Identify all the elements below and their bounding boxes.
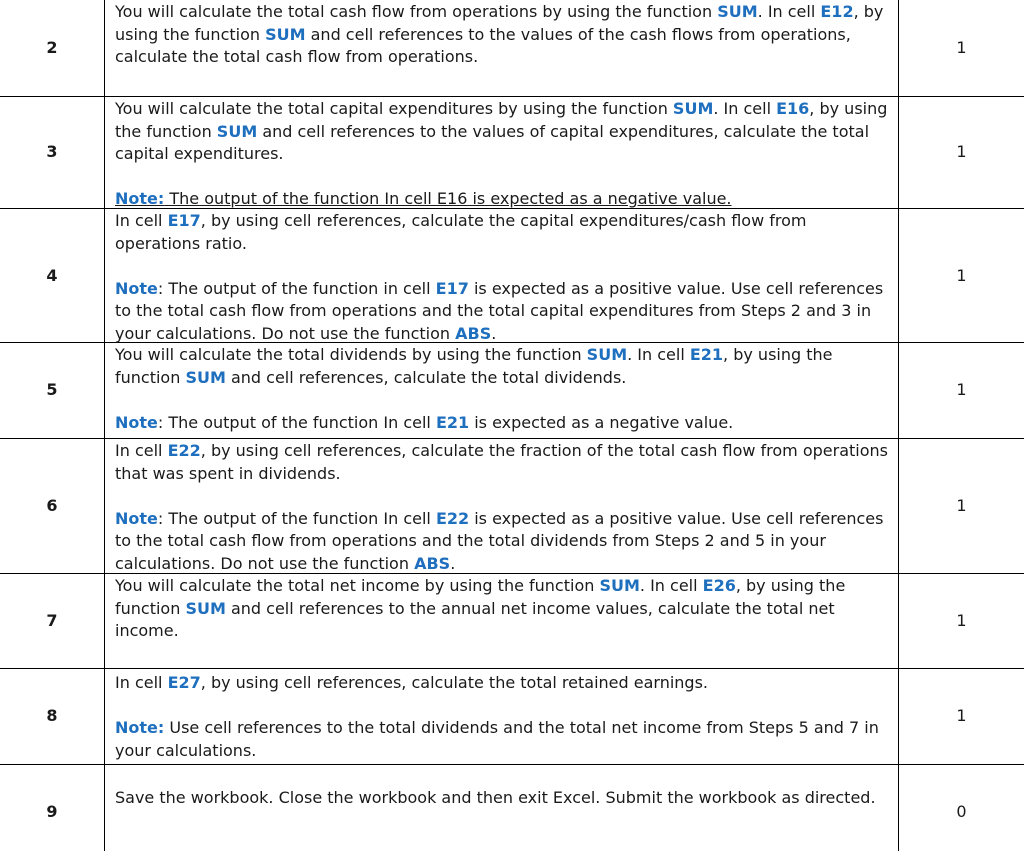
keyword: E27 — [167, 673, 201, 692]
text-run: . — [450, 553, 456, 573]
keyword: Note — [115, 278, 158, 298]
step-instruction — [115, 344, 893, 389]
text-run: : The output of the function in cell — [157, 278, 436, 298]
keyword: ABS — [414, 553, 451, 573]
table-row-step-9 — [0, 765, 1024, 851]
keyword: E16 — [776, 99, 810, 118]
step-instruction — [115, 210, 893, 255]
keyword: SUM — [586, 345, 628, 364]
step-description — [115, 787, 893, 810]
table-row-step-2 — [0, 0, 1024, 97]
step-number: 5 — [46, 380, 58, 399]
step-instruction — [115, 440, 893, 485]
keyword: SUM — [717, 2, 758, 21]
text-run: The output of the function In cell E16 is expected as a negative value. — [164, 189, 732, 208]
keyword: SUM — [185, 367, 226, 387]
keyword: SUM — [216, 121, 258, 141]
step-description — [115, 210, 893, 345]
step-instruction — [115, 672, 893, 695]
keyword: E22 — [435, 508, 470, 528]
text-run: , by using cell references, calculate the total retained earnings. — [200, 673, 708, 692]
text-run: , by using cell references, calculate the fraction of the total cash flow from operations that was spent in dividends. — [115, 441, 889, 483]
step-description — [115, 575, 893, 643]
step-number: 6 — [46, 496, 58, 515]
text-run: In cell — [115, 673, 168, 692]
text-run: , by using the function — [115, 2, 884, 44]
text-run: and cell references to the values of capital expenditures, calculate the total capital expenditures. — [115, 121, 870, 163]
table-row-step-3 — [0, 97, 1024, 209]
keyword: SUM — [265, 24, 306, 44]
step-instruction — [115, 787, 893, 810]
text-run: is expected as a positive value. Use cell references to the total cash flow from operations and the total capital expenditures from Steps 2 and 3 in your calculations. Do not use the function — [115, 278, 884, 343]
step-note — [115, 188, 893, 211]
text-run: . In cell — [639, 576, 703, 595]
step-points: 1 — [956, 142, 967, 161]
step-points: 1 — [956, 706, 967, 725]
step-instruction — [115, 98, 893, 166]
keyword: E21 — [435, 412, 470, 432]
step-points: 1 — [956, 496, 967, 515]
text-run: In cell — [115, 441, 168, 460]
text-run: . — [491, 323, 497, 343]
text-run: , by using cell references, calculate the capital expenditures/cash flow from operations ratio. — [115, 211, 807, 253]
keyword: SUM — [672, 99, 714, 118]
step-note — [115, 278, 893, 346]
step-description — [115, 344, 893, 434]
text-run: You will calculate the total net income by using the function — [115, 576, 600, 595]
text-run: . In cell — [757, 2, 821, 21]
step-description — [115, 1, 893, 69]
keyword: Note — [115, 412, 158, 432]
step-instruction — [115, 1, 893, 69]
step-description — [115, 440, 893, 575]
table-row-step-5 — [0, 343, 1024, 439]
keyword: E17 — [435, 278, 469, 298]
step-points: 1 — [956, 380, 967, 399]
step-points: 1 — [956, 611, 967, 630]
text-run: , by using the function — [115, 345, 833, 387]
step-number: 7 — [46, 611, 58, 630]
text-run: Save the workbook. Close the workbook and then exit Excel. Submit the workbook as directed. — [115, 788, 876, 807]
text-run: and cell references to the annual net income values, calculate the total net income. — [115, 598, 835, 640]
keyword: SUM — [185, 598, 226, 618]
text-run: In cell — [115, 211, 168, 230]
text-run: : The output of the function In cell — [157, 412, 436, 432]
table-row-step-8 — [0, 669, 1024, 765]
step-number: 4 — [46, 266, 58, 285]
step-description — [115, 98, 893, 211]
keyword: Note: — [115, 718, 165, 737]
step-points: 1 — [956, 266, 967, 285]
step-points: 0 — [956, 802, 967, 821]
keyword: Note: — [115, 189, 165, 208]
keyword: E12 — [820, 2, 854, 21]
step-number: 9 — [46, 802, 58, 821]
text-run: You will calculate the total dividends by using the function — [115, 345, 587, 364]
step-description — [115, 672, 893, 762]
step-number: 8 — [46, 706, 58, 725]
table-row-step-7 — [0, 574, 1024, 669]
text-run: , by using the function — [115, 576, 846, 618]
text-run: is expected as a negative value. — [469, 412, 734, 432]
keyword: ABS — [455, 323, 492, 343]
keyword: E17 — [167, 211, 201, 230]
keyword: E26 — [702, 576, 736, 595]
step-instruction — [115, 575, 893, 643]
text-run: , by using the function — [115, 99, 888, 141]
step-note — [115, 508, 893, 576]
keyword: E21 — [689, 345, 724, 364]
table-row-step-4 — [0, 209, 1024, 343]
text-run: You will calculate the total capital expenditures by using the function — [115, 99, 673, 118]
text-run: . In cell — [713, 99, 777, 118]
text-run: is expected as a positive value. Use cell references to the total cash flow from operations and the total dividends from Steps 2 and 5 in your calculations. Do not use the function — [115, 508, 884, 573]
step-number: 3 — [46, 142, 58, 161]
text-run: and cell references to the values of the cash flows from operations, calculate the total cash flow from operations. — [115, 24, 851, 66]
text-run: : The output of the function In cell — [157, 508, 436, 528]
step-note — [115, 412, 893, 435]
keyword: SUM — [599, 576, 640, 595]
table-row-step-6 — [0, 439, 1024, 574]
text-run: and cell references, calculate the total dividends. — [225, 367, 627, 387]
text-run: . In cell — [627, 345, 690, 364]
keyword: E22 — [167, 441, 201, 460]
step-note — [115, 717, 893, 762]
step-points: 1 — [956, 38, 967, 57]
keyword: Note — [115, 508, 158, 528]
step-number: 2 — [46, 38, 58, 57]
text-run: You will calculate the total cash flow from operations by using the function — [115, 2, 718, 21]
text-run: Use cell references to the total dividends and the total net income from Steps 5 and 7 in your calculations. — [115, 718, 879, 760]
